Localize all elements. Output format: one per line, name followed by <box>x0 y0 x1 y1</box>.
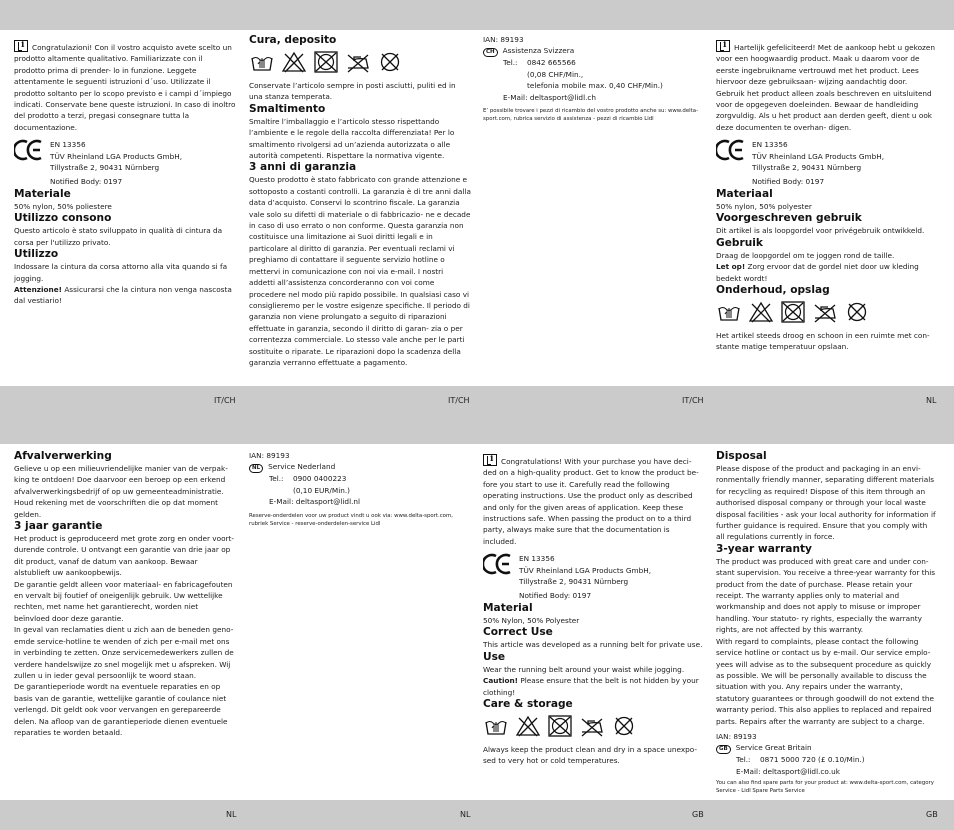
gb-warranty-column <box>716 450 938 795</box>
warning-text: Caution! Please ensure that the belt is not hidden by your clothing! <box>483 676 699 697</box>
cert-line: EN 13356 <box>519 554 555 564</box>
service-email: E-Mail: deltasport@lidl.ch <box>503 92 597 102</box>
heading-care: Cura, deposito <box>249 34 337 46</box>
cert-line: TÜV Rheinland LGA Products GmbH, <box>519 565 652 575</box>
heading-disposal: Disposal <box>716 450 767 462</box>
heading-warranty: 3 jaar garantie <box>14 520 103 533</box>
heading-care: Onderhoud, opslag <box>716 283 830 296</box>
ian-number: IAN: 89193 <box>716 731 757 741</box>
service-name: NL Service Nederland <box>249 461 471 473</box>
hand-wash-icon <box>249 50 275 74</box>
phone-number: 0871 5000 720 (£ 0.10/Min.) <box>760 755 865 765</box>
heading-care: Care & storage <box>483 697 573 710</box>
spare-parts-note: You can also find spare parts for your product at: www.delta-sport.com, category Service - Lidl Spare Parts Service <box>716 780 934 795</box>
intro-paragraph: iHartelijk gefeliciteerd! Met de aankoop hebt u gekozen voor een hoogwaardig product. Maak u daarom voor de eerste ingebruikname vertrouwd met het product. Lees hiervoor deze gebruiksaan- wijzing aandachtig door. Gebruik het product alleen zoals beschreven en uitsluitend voor de opgegeven doeleinden. Bewaar de handleiding zorgvuldig. Als u het product aan derden geeft, dient u ook deze documenten te overhan- digen. <box>716 38 938 133</box>
service-name: GB Service Great Britain <box>716 742 938 754</box>
cert-line: Notified Body: 0197 <box>519 591 592 601</box>
no-tumble-dry-icon <box>547 714 573 738</box>
cert-line: Tillystraße 2, 90431 Nürnberg <box>50 163 160 173</box>
warranty-text: De garantie geldt alleen voor materiaal- en fabricagefouten en vervalt bij foutief of oneigenlijk gebruik. Uw wettelijke rechten, met name het garantierecht, worden niet beïnvloed door deze garantie. <box>14 579 233 623</box>
warning-text: Attenzione! Assicurarsi che la cintura non venga nascosta dal vestiario! <box>14 284 232 306</box>
heading-intended-use: Utilizzo consono <box>14 212 112 225</box>
no-bleach-icon <box>515 714 541 738</box>
heading-intended-use: Correct Use <box>483 626 553 639</box>
service-name: CH Assistenza Svizzera <box>483 45 705 57</box>
material-text: 50% nylon, 50% polyester <box>716 201 812 211</box>
ian-number: IAN: 89193 <box>483 35 524 44</box>
service-phone: Tel.: 0842 665566 (0,08 CHF/Min., telefonia mobile max. 0,40 CHF/Min.) <box>503 58 663 91</box>
care-symbols <box>716 300 938 324</box>
phone-number: 0842 665566 <box>527 58 576 68</box>
no-dry-clean-icon <box>377 50 403 74</box>
intended-use-text: This article was developed as a running belt for private use. <box>483 640 703 650</box>
cert-line: Notified Body: 0197 <box>752 177 825 187</box>
no-tumble-dry-icon <box>313 50 339 74</box>
country-badge-icon: CH <box>483 48 498 57</box>
no-dry-clean-icon <box>844 300 870 324</box>
material-text: 50% nylon, 50% poliestere <box>14 201 112 211</box>
ce-mark-icon <box>716 139 746 161</box>
material-text: 50% Nylon, 50% Polyester <box>483 615 580 625</box>
spare-parts-note: E’ possibile trovare i pezzi di ricambio del vostro prodotto anche su: www.delta-sport.com, rubrica servizio di assistenza - pezzi di ricambio Lidl <box>483 108 699 123</box>
intro-paragraph: iCongratulations! With your purchase you have deci- ded on a high-quality product. Get to know the product be- fore you start to use it. Carefully read the following operating instructions. Use the product only as described and only for the given areas of application. Keep these instructions safe. When passing the product on to a third party, always make sure that the documentation is included. <box>483 452 705 547</box>
nl-service-column <box>249 450 471 528</box>
warranty-text: The product was produced with great care and under con- stant supervision. You receive a three-year warranty for this product from the date of purchase. Please retain your receipt. The warranty applies only to material and workmanship and does not apply to misuse or improper handling. Your statuto- ry rights, especially the warranty rights, are not affected by this warranty. <box>716 556 936 635</box>
disposal-text: Please dispose of the product and packaging in an envi- ronmentally friendly manner, separating different materials for recycling as required! Dispose of this item through an authorised disposal company or through your local waste disposal facilities - ask your local authority for information if further guidance is required. Ensure that you comply with all regulations currently in force. <box>716 464 936 542</box>
cert-line: TÜV Rheinland LGA Products GmbH, <box>752 151 885 161</box>
top-band <box>0 0 954 30</box>
page-label: NL <box>926 396 937 405</box>
gb-intro-column <box>483 452 705 767</box>
intro-paragraph: iCongratulazioni! Con il vostro acquisto avete scelto un prodotto altamente qualitativo. Familiarizzate con il prodotto prima di prender- lo in funzione. Leggete attentamente le seguenti istruzioni d´uso. Utilizzate il prodotto soltanto per lo scopo previsto e i campi d´impiego indicati. Conservate bene queste istruzioni. In caso di inoltro del prodotto a terzi, pregasi consegnare tutta la documentazione. <box>14 38 236 133</box>
no-iron-icon <box>812 300 838 324</box>
it-intro-column <box>14 38 236 307</box>
it-care-column <box>249 34 471 368</box>
spare-parts-note: Reserve-onderdelen voor uw product vindt u ook via: www.delta-sport.com, rubriek Service - reserve-onderdelen-service Lidl <box>249 512 453 527</box>
heading-material: Materiaal <box>716 187 773 200</box>
info-book-icon <box>14 40 28 52</box>
ce-certification <box>483 553 705 602</box>
ian-number: IAN: 89193 <box>249 451 290 460</box>
no-tumble-dry-icon <box>780 300 806 324</box>
use-text: Wear the running belt around your waist while jogging. <box>483 664 685 674</box>
bottom-band <box>0 800 954 830</box>
page-label: NL <box>460 810 471 819</box>
page-label: GB <box>692 810 704 819</box>
heading-material: Material <box>483 601 533 614</box>
disposal-text: Smaltire l’imballaggio e l’articolo stesso rispettando l’ambiente e le regole della raccolta differenziata! Per lo smaltimento rivolgersi ad un’azienda autorizzata o alle autorità competenti. Rispettare la normativa vigente. <box>249 116 455 161</box>
country-badge-icon: NL <box>249 464 263 473</box>
heading-use: Utilizzo <box>14 248 59 261</box>
heading-disposal: Smaltimento <box>249 102 326 115</box>
no-iron-icon <box>579 714 605 738</box>
heading-use: Gebruik <box>716 236 763 249</box>
hand-wash-icon <box>716 300 742 324</box>
heading-intended-use: Voorgeschreven gebruik <box>716 212 862 225</box>
ce-mark-icon <box>14 139 44 161</box>
service-email: E-Mail: deltasport@lidl.nl <box>269 497 361 507</box>
use-text: Indossare la cintura da corsa attorno alla vita quando si fa jogging. <box>14 262 228 283</box>
country-badge-icon: GB <box>716 745 731 754</box>
it-service-column <box>483 34 705 123</box>
no-bleach-icon <box>748 300 774 324</box>
cert-line: EN 13356 <box>50 140 86 150</box>
care-symbols <box>249 50 471 74</box>
care-symbols <box>483 714 705 738</box>
page-label: IT/CH <box>214 396 236 405</box>
ce-mark-icon <box>483 553 513 575</box>
cert-line: TÜV Rheinland LGA Products GmbH, <box>50 151 183 161</box>
warranty-text: With regard to complaints, please contact the following service hotline or contact us by e-mail. Our service emplo- yees will advise as to the subsequent procedure as quickly as possible. We will be personally available to discuss the situation with you. Any repairs under the warranty, statutory guarantees or through goodwill do not extend the warranty period. This also applies to replaced and repaired parts. Repairs after the warranty are subject to a charge. <box>716 636 934 726</box>
heading-disposal: Afvalverwerking <box>14 450 112 462</box>
heading-material: Materiale <box>14 187 71 200</box>
no-dry-clean-icon <box>611 714 637 738</box>
use-text: Draag de loopgordel om te joggen rond de taille. <box>716 250 895 260</box>
service-phone: Tel.: 0871 5000 720 (£ 0.10/Min.) <box>736 755 865 765</box>
warranty-text: Questo prodotto è stato fabbricato con grande attenzione e sottoposto a costanti controlli. La garanzia è di tre anni dalla data d’acquisto. Conservi lo scontrino fiscale. La garanzia vale solo su difetti di materiale o di fabbricazio- ne e decade in caso di uso errato o non conforme. Questa garanzia non costituisce una limitazione ai Suoi diritti legali e in particolare al diritto di garanzia. Per eventuali reclami vi preghiamo di contattare il seguente servizio hotline o mettervi in comunicazione con noi via e-mail. I nostri addetti all’assistenza concorderanno con voi come procedere nel modo più rapido possibile. In qualsiasi caso vi consiglieremo per le vostre esigenze specifiche. Il periodo di garanzia non viene prolungato a seguito di riparazioni effettuate in garanzia, secondo il diritto di garan- zia o per correntezza commerciale. Lo stesso vale anche per le parti sostituite o riparate. Le riparazioni dopo la scadenza della garanzia verranno effettuate a pagamento. <box>249 175 471 367</box>
service-email: E-Mail: deltasport@lidl.co.uk <box>736 766 840 776</box>
care-text: Het artikel steeds droog en schoon in een ruimte met con- stante matige temperatuur opslaan. <box>716 330 930 352</box>
cert-line: EN 13356 <box>752 140 788 150</box>
middle-band <box>0 386 954 444</box>
warranty-text: In geval van reclamaties dient u zich aan de beneden geno- emde service-hotline te wenden of zich per e-mail met ons in verbinding te zetten. Onze servicemedewerkers zullen de verdere handelswijze zo snel mogelijk met u afspreken. Wij zullen u in ieder geval persoonlijk te woord staan. <box>14 625 234 680</box>
service-phone: Tel.: 0900 0400223 (0,10 EUR/Min.) <box>269 474 351 495</box>
phone-rate: telefonia mobile max. 0,40 CHF/Min.) <box>527 81 663 91</box>
hand-wash-icon <box>483 714 509 738</box>
intended-use-text: Dit artikel is als loopgordel voor privégebruik ontwikkeld. <box>716 226 925 236</box>
warning-text: Let op! Zorg ervoor dat de gordel niet door uw kleding bedekt wordt! <box>716 262 919 283</box>
disposal-text: Gelieve u op een milieuvriendelijke manier van de verpak- king te ontdoen! Doe daarvoor een beroep op een erkend afvalverwerkingsbedrijf of op uw gemeenteadministratie. Houd rekening met de voorschriften die op dat moment gelden. <box>14 464 228 519</box>
phone-rate: (0,08 CHF/Min., <box>527 69 584 79</box>
info-book-icon <box>716 40 730 52</box>
cert-line: Tillystraße 2, 90431 Nürnberg <box>752 163 862 173</box>
cert-line: Notified Body: 0197 <box>50 177 123 187</box>
warranty-text: Het product is geproduceerd met grote zorg en onder voort- durende controle. U ontvangt een garantie van drie jaar op dit product, vanaf de datum van aankoop. Bewaar alstublieft uw aankoopbewijs. <box>14 534 235 578</box>
heading-warranty: 3 anni di garanzia <box>249 161 357 174</box>
care-text: Conservate l’articolo sempre in posti asciutti, puliti ed in una stanza temperata. <box>249 81 456 102</box>
ce-certification <box>716 139 938 188</box>
warranty-text: De garantieperiode wordt na eventuele reparaties en op basis van de garantie, wettelijke garantie of coulance niet verlengd. Dit geldt ook voor vervangen en gerepareerde delen. Na afloop van de garantieperiode dienen eventuele reparaties te worden betaald. <box>14 682 228 737</box>
info-book-icon <box>483 454 497 466</box>
ce-certification <box>14 139 236 188</box>
no-iron-icon <box>345 50 371 74</box>
no-bleach-icon <box>281 50 307 74</box>
cert-line: Tillystraße 2, 90431 Nürnberg <box>519 577 629 587</box>
care-text: Always keep the product clean and dry in a space unexpo- sed to very hot or cold temperatures. <box>483 744 698 766</box>
page-label: IT/CH <box>448 396 470 405</box>
page-label: NL <box>226 810 237 819</box>
heading-warranty: 3-year warranty <box>716 542 812 555</box>
heading-use: Use <box>483 650 506 663</box>
nl-intro-column <box>716 38 938 353</box>
intended-use-text: Questo articolo è stato sviluppato in qualità di cintura da corsa per l'utilizzo privato. <box>14 226 223 247</box>
nl-warranty-column <box>14 450 236 738</box>
phone-number: 0900 0400223 <box>293 474 347 484</box>
page-label: GB <box>926 810 938 819</box>
phone-rate: (0,10 EUR/Min.) <box>293 485 351 495</box>
page-label: IT/CH <box>682 396 704 405</box>
